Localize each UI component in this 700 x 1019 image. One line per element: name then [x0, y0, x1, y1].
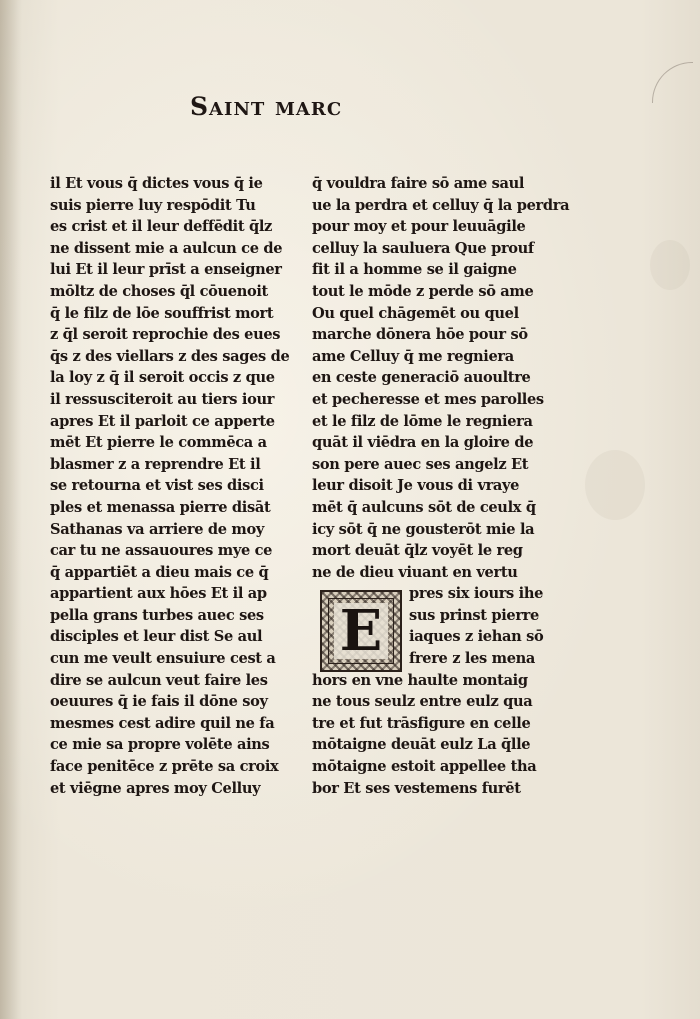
- text-line: suis pierre luy respōdit Tu: [50, 196, 256, 214]
- left-text-column: [50, 173, 290, 799]
- initial-letter: E: [334, 603, 389, 659]
- text-line: disciples et leur dist Se aul: [50, 628, 263, 646]
- text-line: ce mie sa propre volēte ains: [50, 736, 270, 754]
- text-line: pella grans turbes auec ses: [50, 606, 264, 624]
- text-line: pres six iours ihe: [409, 585, 544, 603]
- text-line: la loy z q̄ il seroit occis z que: [50, 369, 275, 387]
- text-line: leur disoit Je vous di vraye: [312, 477, 520, 495]
- text-line: mēt Et pierre le commēca a: [50, 434, 267, 452]
- text-line: ne tous seulz entre eulz qua: [312, 693, 533, 711]
- text-line: q̄ appartiēt a dieu mais ce q̄: [50, 563, 269, 581]
- text-line: cun me veult ensuiure cest a: [50, 650, 276, 668]
- text-line: oeuures q̄ ie fais il dōne soy: [50, 693, 268, 711]
- text-line: marche dōnera hōe pour sō: [312, 326, 528, 344]
- text-line: mōtaigne estoit appellee tha: [312, 758, 537, 776]
- text-line: q̄s z des viellars z des sages de: [50, 347, 290, 365]
- pencil-mark: [652, 62, 693, 103]
- text-line: q̄ le filz de lōe souffrist mort: [50, 304, 274, 322]
- text-line: frere z les mena: [409, 650, 535, 668]
- text-line: mort deuāt q̄lz voyēt le reg: [312, 542, 523, 560]
- text-line: q̄ vouldra faire sō ame saul: [312, 175, 525, 192]
- text-line: Ou quel chāgemēt ou quel: [312, 304, 519, 322]
- text-line: blasmer z a reprendre Et il: [50, 455, 261, 473]
- text-line: dire se aulcun veut faire les: [50, 671, 268, 689]
- decorated-initial: [320, 590, 402, 672]
- text-line: fit il a homme se il gaigne: [312, 261, 517, 279]
- text-line: es crist et il leur deffēdit q̄lz: [50, 218, 272, 236]
- text-line: ples et menassa pierre disāt: [50, 498, 271, 516]
- text-line: sus prinst pierre: [409, 606, 539, 624]
- text-line: et le filz de lōme le regniera: [312, 412, 533, 430]
- text-line: mōtaigne deuāt eulz La q̄lle: [312, 736, 531, 754]
- initial-frame: [328, 598, 394, 664]
- text-line: se retourna et vist ses disci: [50, 477, 264, 495]
- text-line: car tu ne assauoures mye ce: [50, 542, 273, 560]
- right-text-column: [312, 173, 570, 799]
- text-line: face penitēce z prēte sa croix: [50, 758, 279, 776]
- text-line: quāt il viēdra en la gloire de: [312, 434, 534, 452]
- text-line: lui Et il leur prīst a enseigner: [50, 261, 282, 279]
- text-line: et viēgne apres moy Celluy: [50, 779, 261, 797]
- paper-stain: [585, 450, 645, 520]
- text-line: hors en vne haulte montaig: [312, 671, 528, 689]
- text-line: pour moy et pour leuuāgile: [312, 218, 526, 236]
- text-line: apres Et il parloit ce apperte: [50, 412, 275, 430]
- text-line: mesmes cest adire quil ne fa: [50, 714, 275, 732]
- text-line: ue la perdra et celluy q̄ la perdra: [312, 196, 570, 214]
- text-line: celluy la sauluera Que prouf: [312, 239, 534, 257]
- text-line: ne de dieu viuant en vertu: [312, 563, 518, 581]
- text-line: Sathanas va arriere de moy: [50, 520, 265, 538]
- text-line: son pere auec ses angelz Et: [312, 455, 529, 473]
- text-line: tre et fut trāsfigure en celle: [312, 714, 531, 732]
- text-line: en ceste generaciō auoultre: [312, 369, 531, 387]
- text-line: mōltz de choses q̄l cōuenoit: [50, 282, 268, 300]
- text-line: il Et vous q̄ dictes vous q̄ ie: [50, 175, 263, 192]
- paper-stain: [650, 240, 690, 290]
- text-line: tout le mōde z perde sō ame: [312, 282, 534, 300]
- binding-shadow: [0, 0, 22, 1019]
- text-line: ne dissent mie a aulcun ce de: [50, 239, 283, 257]
- text-line: bor Et ses vestemens furēt: [312, 779, 521, 797]
- running-head: Saint marc: [190, 92, 343, 121]
- text-line: et pecheresse et mes parolles: [312, 390, 544, 408]
- text-line: mēt q̄ aulcuns sōt de ceulx q̄: [312, 498, 536, 516]
- text-line: iaques z iehan sō: [409, 628, 544, 646]
- text-line: icy sōt q̄ ne gousterōt mie la: [312, 520, 535, 538]
- text-line: appartient aux hōes Et il ap: [50, 585, 267, 603]
- text-line: ame Celluy q̄ me regniera: [312, 347, 514, 365]
- text-line: z q̄l seroit reprochie des eues: [50, 326, 281, 344]
- text-line: il ressusciteroit au tiers iour: [50, 390, 275, 408]
